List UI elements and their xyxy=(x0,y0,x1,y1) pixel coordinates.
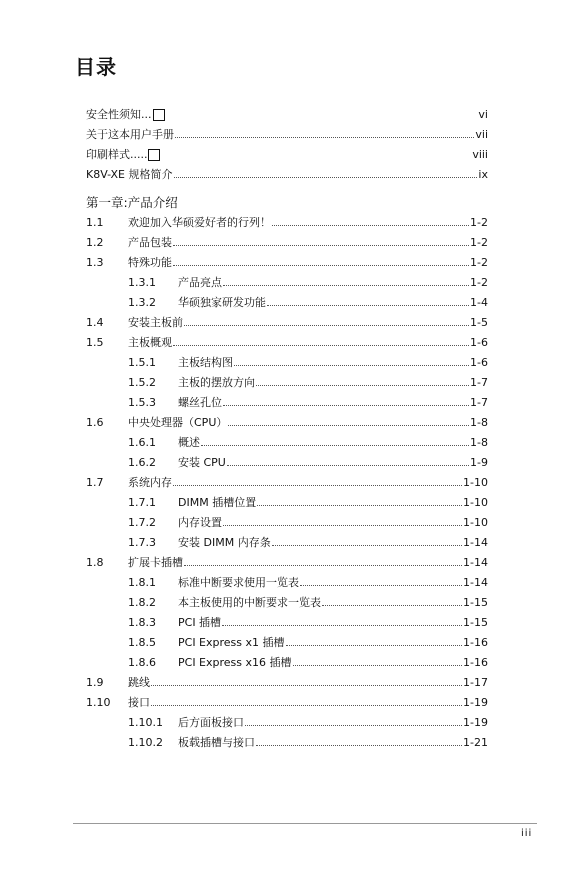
toc-label: PCI Express x16 插槽 xyxy=(178,656,292,669)
toc-page: 1-16 xyxy=(463,636,488,649)
toc-page: 1-17 xyxy=(463,676,488,689)
toc-label: 印刷样式..... xyxy=(86,148,148,161)
toc-page: 1-7 xyxy=(470,376,488,389)
toc-section-number: 1.8.1 xyxy=(128,576,156,589)
toc-label: 后方面板接口 xyxy=(178,716,244,729)
toc-page: 1-5 xyxy=(470,316,488,329)
toc-leader xyxy=(300,584,462,586)
toc-entry-row xyxy=(128,394,488,409)
toc-leader xyxy=(272,544,462,546)
toc-front-matter-row xyxy=(86,126,488,141)
toc-entry-row xyxy=(86,474,488,489)
toc-page: 1-10 xyxy=(463,476,488,489)
toc-section-number: 1.7 xyxy=(86,476,104,489)
toc-section-number: 1.7.3 xyxy=(128,536,156,549)
toc-entry-row xyxy=(128,514,488,529)
toc-leader xyxy=(293,664,463,666)
missing-glyph-box xyxy=(148,149,160,161)
toc-entry-row xyxy=(128,434,488,449)
toc-leader xyxy=(256,744,462,746)
toc-page: 1-8 xyxy=(470,416,488,429)
toc-leader xyxy=(227,464,469,466)
toc-section-number: 1.4 xyxy=(86,316,104,329)
toc-page: 1-19 xyxy=(463,716,488,729)
toc-label: 华硕独家研发功能 xyxy=(178,296,266,309)
toc-leader xyxy=(256,384,469,386)
toc-page: 1-19 xyxy=(463,696,488,709)
toc-entry-row xyxy=(86,254,488,269)
toc-label: PCI 插槽 xyxy=(178,616,222,629)
page-number: iii xyxy=(521,828,533,839)
toc-leader xyxy=(272,224,469,226)
toc-page: vi xyxy=(478,108,488,121)
toc-label: 本主板使用的中断要求一览表 xyxy=(178,596,321,609)
toc-label: 特殊功能 xyxy=(128,256,172,269)
toc-leader xyxy=(166,117,478,118)
toc-page: 1-14 xyxy=(463,536,488,549)
toc-entry-row xyxy=(128,614,488,629)
toc-section-number: 1.10 xyxy=(86,696,111,709)
chapter-heading: 第一章:产品介绍 xyxy=(86,195,178,210)
missing-glyph-box xyxy=(153,109,165,121)
toc-section-number: 1.3 xyxy=(86,256,104,269)
toc-entry-row xyxy=(128,274,488,289)
toc-entry-row xyxy=(128,634,488,649)
toc-front-matter-row xyxy=(86,106,488,121)
toc-label: 主板的摆放方向 xyxy=(178,376,255,389)
toc-page: 1-6 xyxy=(470,356,488,369)
toc-label: 安装 CPU xyxy=(178,456,226,469)
toc-section-number: 1.1 xyxy=(86,216,104,229)
toc-entry-row xyxy=(86,674,488,689)
toc-entry-row xyxy=(128,654,488,669)
toc-label: 中央处理器（CPU） xyxy=(128,416,228,429)
toc-leader xyxy=(184,324,469,326)
toc-leader xyxy=(175,136,474,138)
toc-front-matter-row xyxy=(86,146,488,161)
toc-section-number: 1.7.2 xyxy=(128,516,156,529)
toc-section-number: 1.7.1 xyxy=(128,496,156,509)
toc-label: 主板概观 xyxy=(128,336,172,349)
toc-page: 1-10 xyxy=(463,516,488,529)
toc-page: 1-10 xyxy=(463,496,488,509)
toc-page: 1-2 xyxy=(470,216,488,229)
toc-entry-row xyxy=(128,494,488,509)
toc-leader xyxy=(173,344,469,346)
toc-front-matter-row xyxy=(86,166,488,181)
toc-section-number: 1.3.1 xyxy=(128,276,156,289)
toc-section-number: 1.5.2 xyxy=(128,376,156,389)
toc-label: 标准中断要求使用一览表 xyxy=(178,576,299,589)
toc-section-number: 1.8.5 xyxy=(128,636,156,649)
toc-label: 主板结构图 xyxy=(178,356,233,369)
toc-page: 1-15 xyxy=(463,596,488,609)
toc-leader xyxy=(267,304,469,306)
toc-page: vii xyxy=(475,128,488,141)
page-title: 目录 xyxy=(75,55,117,79)
toc-page: 1-14 xyxy=(463,576,488,589)
toc-leader xyxy=(184,564,462,566)
toc-page: 1-8 xyxy=(470,436,488,449)
toc-entry-row xyxy=(128,734,488,749)
toc-leader xyxy=(151,684,462,686)
toc-page: 1-2 xyxy=(470,276,488,289)
toc-label: 系统内存 xyxy=(128,476,172,489)
toc-section-number: 1.2 xyxy=(86,236,104,249)
toc-entry-row xyxy=(86,214,488,229)
toc-leader xyxy=(223,404,469,406)
toc-leader xyxy=(223,524,462,526)
toc-label: DIMM 插槽位置 xyxy=(178,496,257,509)
toc-entry-row xyxy=(128,534,488,549)
toc-label: K8V-XE 规格简介 xyxy=(86,168,173,181)
toc-entry-row xyxy=(86,334,488,349)
toc-leader xyxy=(222,624,462,626)
toc-entry-row xyxy=(128,374,488,389)
toc-entry-row xyxy=(128,574,488,589)
toc-leader xyxy=(151,704,462,706)
toc-leader xyxy=(201,444,469,446)
toc-section-number: 1.8.2 xyxy=(128,596,156,609)
toc-section-number: 1.10.2 xyxy=(128,736,163,749)
toc-entry-row xyxy=(86,694,488,709)
toc-label: 安全性须知... xyxy=(86,108,152,121)
toc-section-number: 1.6.1 xyxy=(128,436,156,449)
toc-label: 欢迎加入华硕爱好者的行列！ xyxy=(128,216,271,229)
toc-entry-row xyxy=(128,454,488,469)
toc-entry-row xyxy=(128,594,488,609)
toc-section-number: 1.8 xyxy=(86,556,104,569)
toc-leader xyxy=(173,264,469,266)
toc-leader xyxy=(161,157,471,158)
toc-leader xyxy=(174,176,478,178)
toc-label: 关于这本用户手册 xyxy=(86,128,174,141)
toc-leader xyxy=(234,364,469,366)
toc-leader xyxy=(223,284,469,286)
toc-entry-row xyxy=(86,554,488,569)
toc-leader xyxy=(173,484,462,486)
toc-label: 概述 xyxy=(178,436,200,449)
toc-label: 跳线 xyxy=(128,676,150,689)
toc-label: 安装 DIMM 内存条 xyxy=(178,536,271,549)
toc-page: 1-9 xyxy=(470,456,488,469)
toc-section-number: 1.5 xyxy=(86,336,104,349)
toc-section-number: 1.9 xyxy=(86,676,104,689)
toc-leader xyxy=(173,244,469,246)
toc-leader xyxy=(245,724,462,726)
toc-entry-row xyxy=(128,294,488,309)
toc-label: 内存设置 xyxy=(178,516,222,529)
toc-leader xyxy=(257,504,462,506)
toc-page: 1-2 xyxy=(470,256,488,269)
toc-section-number: 1.8.3 xyxy=(128,616,156,629)
toc-section-number: 1.5.3 xyxy=(128,396,156,409)
toc-section-number: 1.3.2 xyxy=(128,296,156,309)
toc-label: 安装主板前 xyxy=(128,316,183,329)
toc-section-number: 1.6.2 xyxy=(128,456,156,469)
toc-page: 1-7 xyxy=(470,396,488,409)
toc-label: 螺丝孔位 xyxy=(178,396,222,409)
toc-page: 1-4 xyxy=(470,296,488,309)
footer-divider xyxy=(73,823,537,824)
toc-section-number: 1.10.1 xyxy=(128,716,163,729)
toc-leader xyxy=(228,424,469,426)
toc-page: 1-14 xyxy=(463,556,488,569)
toc-leader xyxy=(322,604,462,606)
toc-page: 1-15 xyxy=(463,616,488,629)
toc-label: 接口 xyxy=(128,696,150,709)
toc-label: 扩展卡插槽 xyxy=(128,556,183,569)
toc-section-number: 1.6 xyxy=(86,416,104,429)
toc-section-number: 1.5.1 xyxy=(128,356,156,369)
toc-label: 产品包装 xyxy=(128,236,172,249)
toc-label: 板载插槽与接口 xyxy=(178,736,255,749)
toc-entry-row xyxy=(128,714,488,729)
toc-page: ix xyxy=(478,168,488,181)
toc-label: 产品亮点 xyxy=(178,276,222,289)
toc-page: 1-2 xyxy=(470,236,488,249)
toc-page: 1-16 xyxy=(463,656,488,669)
toc-page: viii xyxy=(472,148,488,161)
toc-entry-row xyxy=(86,314,488,329)
toc-leader xyxy=(286,644,463,646)
toc-entry-row xyxy=(86,234,488,249)
toc-page: 1-21 xyxy=(463,736,488,749)
toc-section-number: 1.8.6 xyxy=(128,656,156,669)
toc-label: PCI Express x1 插槽 xyxy=(178,636,285,649)
toc-entry-row xyxy=(86,414,488,429)
toc-entry-row xyxy=(128,354,488,369)
toc-page: 1-6 xyxy=(470,336,488,349)
